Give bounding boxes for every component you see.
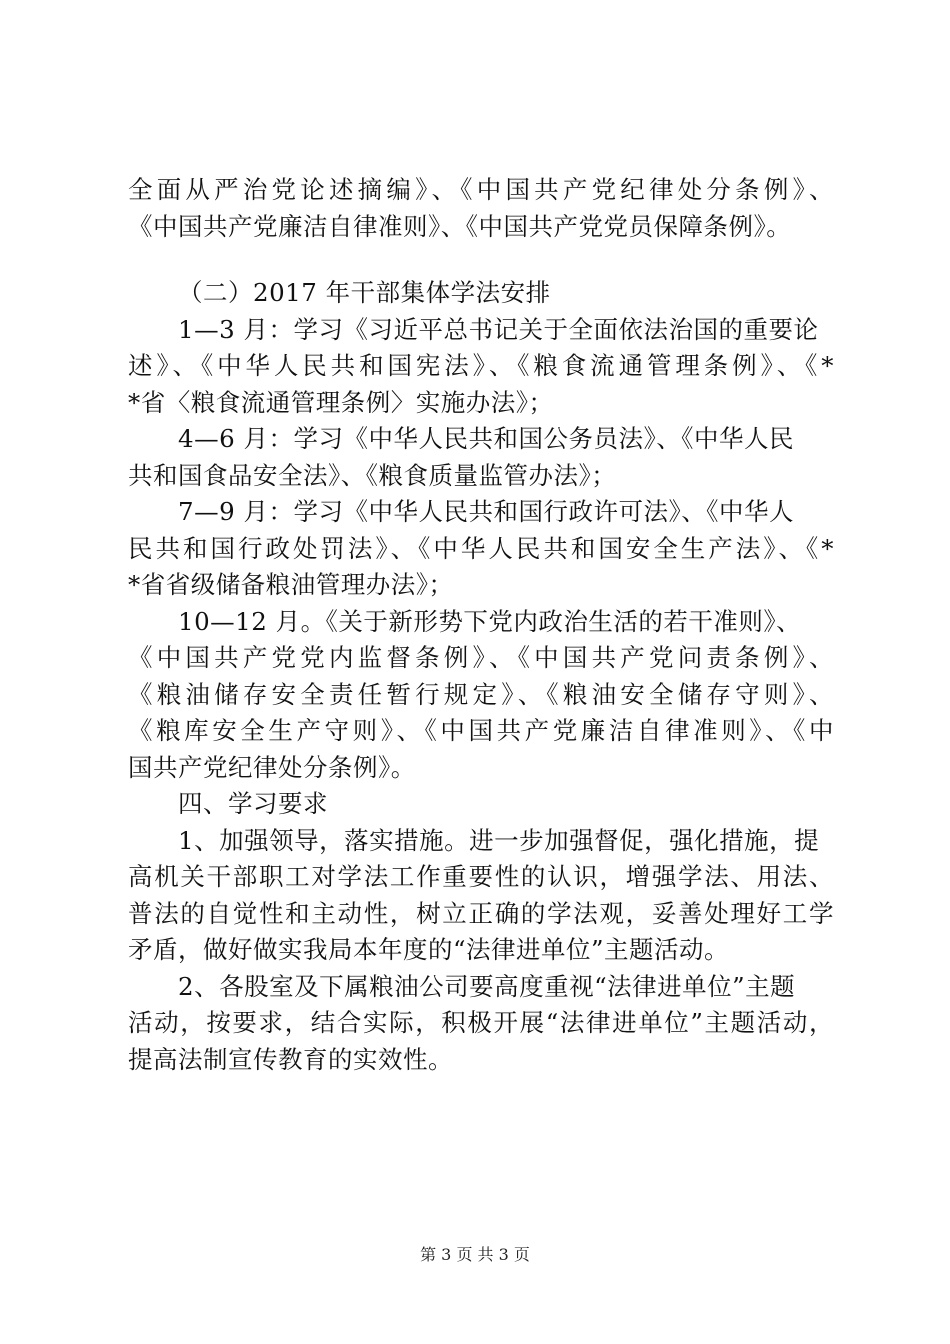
text-line: 活动，按要求，结合实际，积极开展“法律进单位”主题活动， — [128, 1008, 834, 1037]
text-line: 7—9 月：学习《中华人民共和国行政许可法》、《中华人 — [178, 497, 794, 526]
text-line: *省省级储备粮油管理办法》； — [128, 570, 454, 599]
text-line: 4—6 月：学习《中华人民共和国公务员法》、《中华人民 — [178, 424, 794, 453]
section-heading: 四、学习要求 — [178, 789, 328, 818]
text-line: 《粮库安全生产守则》、《中国共产党廉洁自律准则》、《中 — [128, 716, 834, 745]
paragraph-gap — [128, 245, 834, 275]
text-line: 国共产党纪律处分条例》。 — [128, 752, 416, 782]
text-line: 提高法制宣传教育的实效性。 — [128, 1044, 453, 1074]
text-line: 《粮油储存安全责任暂行规定》、《粮油安全储存守则》、 — [128, 679, 834, 709]
document-body — [128, 172, 834, 1078]
section-heading: （二）2017 年干部集体学法安排 — [178, 278, 551, 307]
text-line: 矛盾，做好做实我局本年度的“法律进单位”主题活动。 — [128, 935, 730, 964]
text-line: 10—12 月。《关于新形势下党内政治生活的若干准则》、 — [178, 606, 802, 636]
text-line: *省〈粮食流通管理条例〉实施办法》； — [128, 387, 554, 417]
text-line: 《中国共产党党内监督条例》、《中国共产党问责条例》、 — [128, 643, 834, 672]
text-line: 1、加强领导，落实措施。进一步加强督促，强化措施，提 — [178, 825, 820, 855]
text-line: 《中国共产党廉洁自律准则》、《中国共产党党员保障条例》。 — [128, 211, 792, 241]
text-line: 民共和国行政处罚法》、《中华人民共和国安全生产法》、《* — [128, 533, 834, 563]
text-line: 1—3 月：学习《习近平总书记关于全面依法治国的重要论 — [178, 314, 819, 344]
text-line: 高机关干部职工对学法工作重要性的认识，增强学法、用法、 — [128, 862, 834, 891]
text-line: 述》、《中华人民共和国宪法》、《粮食流通管理条例》、《* — [128, 351, 834, 380]
page-number-footer: 第 3 页 共 3 页 — [420, 1245, 530, 1264]
text-line: 共和国食品安全法》、《粮食质量监管办法》； — [128, 460, 617, 490]
text-line: 全面从严治党论述摘编》、《中国共产党纪律处分条例》、 — [128, 175, 834, 204]
text-line: 普法的自觉性和主动性，树立正确的学法观，妥善处理好工学 — [128, 898, 834, 928]
text-line: 2、各股室及下属粮油公司要高度重视“法律进单位”主题 — [178, 971, 796, 1001]
